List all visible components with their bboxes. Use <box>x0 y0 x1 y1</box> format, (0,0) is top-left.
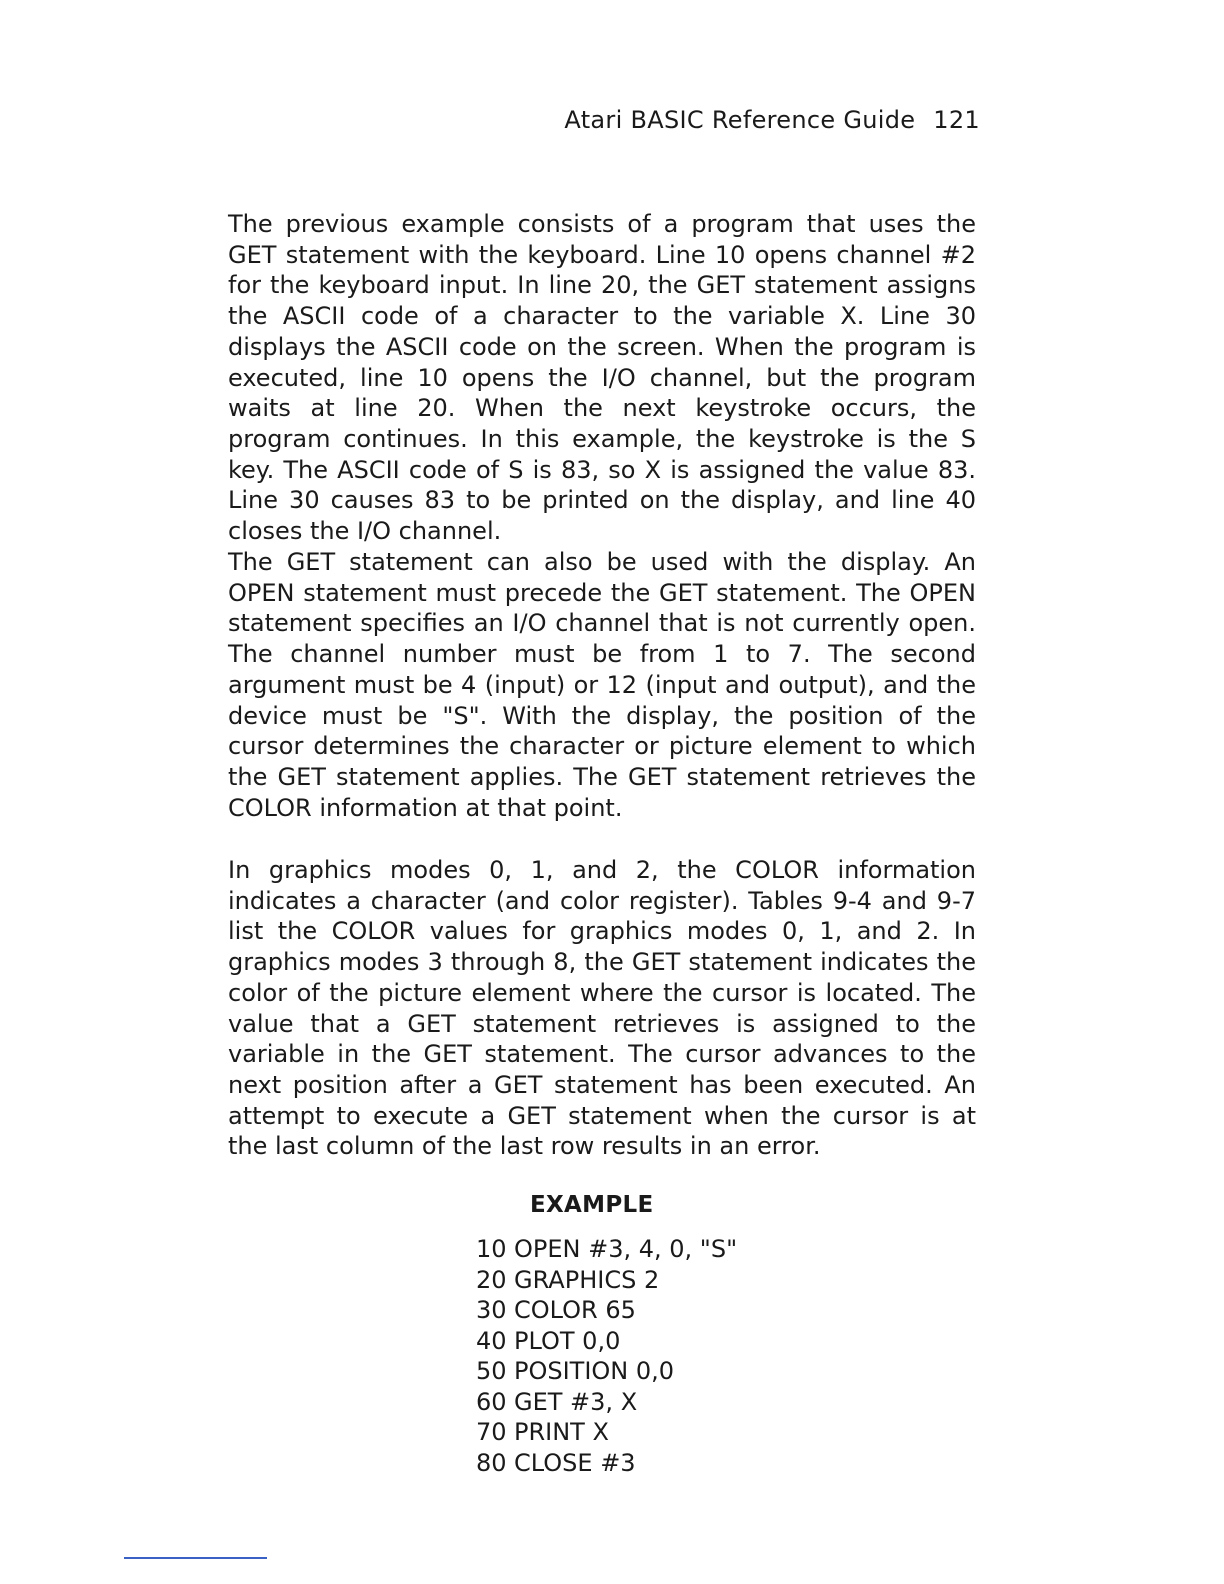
line-code: GRAPHICS 2 <box>514 1265 660 1294</box>
line-number: 60 <box>476 1387 507 1416</box>
paragraph-get-display: The GET statement can also be used with the display. An OPEN statement must precede the GET statement. The OPEN statement specifies an I/O channel that is not currently open. The channel number must be from 1 to 7. The second argument must be 4 (input) or 12 (input and output), and the device must be "S". With the display, the position of the cursor determines the character or picture element to which the GET statement applies. The GET statement retrieves the COLOR information at that point. <box>228 548 976 822</box>
code-line <box>476 1326 737 1357</box>
code-line <box>476 1265 737 1296</box>
line-number: 20 <box>476 1265 507 1294</box>
code-line <box>476 1234 737 1265</box>
line-number: 30 <box>476 1296 507 1324</box>
line-number: 40 <box>476 1326 507 1355</box>
paragraph-graphics-modes: In graphics modes 0, 1, and 2, the COLOR information indicates a character (and color register). Tables 9-4 and 9-7 list the COLOR values for graphics modes 0, 1, and 2. In graphics modes 3 through 8, the GET statement indicates the color of the picture element where the cursor is located. The value that a GET statement retrieves is assigned to the variable in the GET statement. The cursor advances to the next position after a GET statement has been executed. An attempt to execute a GET statement when the cursor is at the last column of the last row results in an error. <box>228 856 976 1161</box>
line-number: 10 <box>476 1235 507 1263</box>
line-number: 70 <box>476 1418 507 1446</box>
line-code: POSITION 0,0 <box>514 1357 675 1385</box>
line-code: PLOT 0,0 <box>514 1326 621 1355</box>
running-title: Atari BASIC Reference Guide <box>564 106 916 134</box>
code-line <box>476 1448 737 1479</box>
line-code: COLOR 65 <box>514 1296 636 1324</box>
footer-rule <box>124 1557 267 1559</box>
line-number: 50 <box>476 1357 507 1385</box>
page-header <box>564 106 980 134</box>
line-code: OPEN #3, 4, 0, "S" <box>514 1235 738 1263</box>
line-code: CLOSE #3 <box>514 1448 636 1477</box>
code-line <box>476 1417 737 1448</box>
example-heading: EXAMPLE <box>530 1192 654 1218</box>
code-listing <box>476 1234 737 1478</box>
code-line <box>476 1387 737 1418</box>
code-line <box>476 1295 737 1326</box>
page-number: 121 <box>933 106 980 134</box>
line-number: 80 <box>476 1448 507 1477</box>
line-code: PRINT X <box>514 1418 609 1446</box>
code-line <box>476 1356 737 1387</box>
line-code: GET #3, X <box>514 1387 638 1416</box>
paragraph-get-keyboard: The previous example consists of a program that uses the GET statement with the keyboard. Line 10 opens channel #2 for the keyboard input. In line 20, the GET statement assigns the ASCII code of a character to the variable X. Line 30 displays the ASCII code on the screen. When the program is executed, line 10 opens the I/O channel, but the program waits at line 20. When the next keystroke occurs, the program continues. In this example, the keystroke is the S key. The ASCII code of S is 83, so X is assigned the value 83. Line 30 causes 83 to be printed on the display, and line 40 closes the I/O channel. <box>228 210 976 546</box>
